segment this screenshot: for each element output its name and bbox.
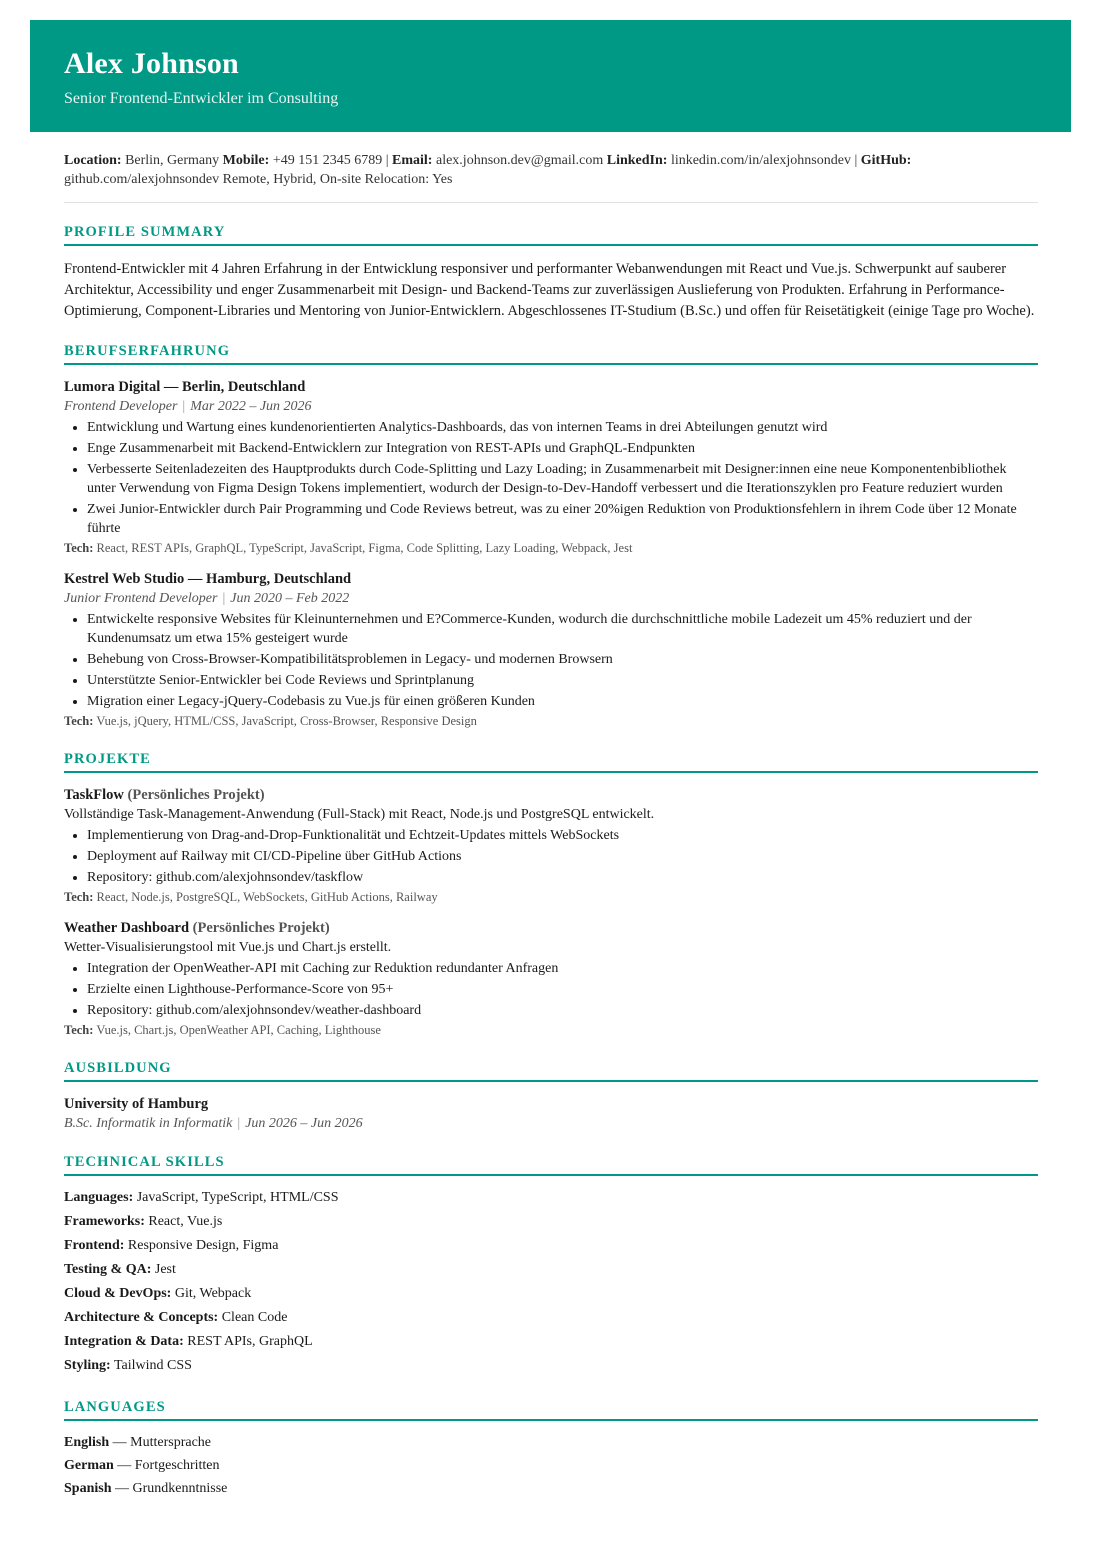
tech-label: Tech: <box>64 890 94 904</box>
degree-dates <box>64 1114 1038 1133</box>
contact-separator: | <box>854 153 858 168</box>
language-row <box>64 1431 1038 1454</box>
job-dates: Jun 2020 – Feb 2022 <box>230 591 350 606</box>
list-item: • Implementierung von Drag-and-Drop-Funktionalität und Echtzeit-Updates mittels WebSockets <box>87 826 1038 845</box>
skill-value: Tailwind CSS <box>113 1358 192 1373</box>
linkedin-label: LinkedIn: <box>606 153 668 168</box>
job-tech <box>64 713 1038 730</box>
job-heading: Kestrel Web Studio — Hamburg, Deutschland <box>64 571 352 587</box>
project-entry <box>64 919 1038 1039</box>
job-heading: Lumora Digital — Berlin, Deutschland <box>64 379 306 395</box>
degree-date-separator: | <box>237 1116 241 1131</box>
school-name: University of Hamburg <box>64 1096 209 1112</box>
section-title-profile: PROFILE SUMMARY <box>64 224 1038 246</box>
language-row <box>64 1477 1038 1500</box>
skill-label: Architecture & Concepts: <box>64 1310 219 1325</box>
language-level: Muttersprache <box>130 1435 211 1450</box>
tech-label: Tech: <box>64 541 94 555</box>
skill-row <box>64 1282 1038 1306</box>
skill-label: Testing & QA: <box>64 1262 152 1277</box>
list-item: • Deployment auf Railway mit CI/CD-Pipeline über GitHub Actions <box>87 847 1038 866</box>
language-name: English <box>64 1435 110 1450</box>
skill-label: Frontend: <box>64 1238 125 1253</box>
skill-value: Responsive Design, Figma <box>127 1238 279 1253</box>
project-bullets <box>64 959 1038 1020</box>
project-description: Wetter-Visualisierungstool mit Vue.js und Chart.js erstellt. <box>64 940 392 955</box>
job-role-dates <box>64 397 1038 416</box>
skill-label: Integration & Data: <box>64 1334 184 1349</box>
list-item: • Repository: github.com/alexjohnsondev/weather-dashboard <box>87 1001 1038 1020</box>
skill-label: Frameworks: <box>64 1214 145 1229</box>
list-item: • Enge Zusammenarbeit mit Backend-Entwicklern zur Integration von REST-APIs und GraphQL-Endpunkten <box>87 439 1038 458</box>
skill-value: Git, Webpack <box>174 1286 252 1301</box>
resume-header <box>30 20 1071 132</box>
list-item: • Erzielte einen Lighthouse-Performance-Score von 95+ <box>87 980 1038 999</box>
candidate-name: Alex Johnson <box>64 47 239 80</box>
skill-row <box>64 1258 1038 1282</box>
candidate-subtitle: Senior Frontend-Entwickler im Consulting <box>64 90 339 107</box>
contact-info <box>64 151 1038 203</box>
list-item: • Entwickelte responsive Websites für Kleinunternehmen und E?Commerce-Kunden, wodurch die durchschnittliche mobile Ladezeit um 45% reduziert und der Kundenumsatz um etwa 15% gesteigert wurde <box>87 610 1038 648</box>
skill-value: React, Vue.js <box>148 1214 223 1229</box>
list-item: • Migration einer Legacy-jQuery-Codebasis zu Vue.js für einen größeren Kunden <box>87 692 1038 711</box>
skill-label: Styling: <box>64 1358 111 1373</box>
job-tech <box>64 540 1038 557</box>
job-bullets <box>64 610 1038 711</box>
language-name: Spanish <box>64 1481 112 1496</box>
project-name: TaskFlow <box>64 787 124 803</box>
project-bullets <box>64 826 1038 887</box>
email-value[interactable]: alex.johnson.dev@gmail.com <box>435 153 604 168</box>
skill-row <box>64 1306 1038 1330</box>
profile-summary-text: Frontend-Entwickler mit 4 Jahren Erfahrung in der Entwicklung responsiver und performanter Webanwendungen mit React und Vue.js. Schwerpunkt auf sauberer Architektur, Accessibility und enger Zusammenarbeit mit Design- und Backend-Teams zur zuverlässigen Auslieferung von Produkten. Erfahrung in Performance-Optimierung, Component-Libraries und Mentoring von Junior-Entwicklern. Abgeschlossenes IT-Studium (B.Sc.) und offen für Reisetätigkeit (einige Tage pro Woche). <box>64 261 1035 319</box>
project-description: Vollständige Task-Management-Anwendung (Full-Stack) mit React, Node.js und PostgreSQL entwickelt. <box>64 807 655 822</box>
language-dash: — <box>114 1481 129 1496</box>
list-item: • Unterstützte Senior-Entwickler bei Code Reviews und Sprintplanung <box>87 671 1038 690</box>
project-tech <box>64 889 1038 906</box>
list-item: • Behebung von Cross-Browser-Kompatibilitätsproblemen in Legacy- und modernen Browsern <box>87 650 1038 669</box>
skill-value: REST APIs, GraphQL <box>187 1334 313 1349</box>
email-label: Email: <box>392 153 433 168</box>
list-item: • Integration der OpenWeather-API mit Caching zur Reduktion redundanter Anfragen <box>87 959 1038 978</box>
list-item: • Repository: github.com/alexjohnsondev/taskflow <box>87 868 1038 887</box>
skills-list <box>64 1186 1038 1378</box>
skill-value: Clean Code <box>221 1310 288 1325</box>
job-role-dates <box>64 589 1038 608</box>
languages-list <box>64 1431 1038 1500</box>
github-label: GitHub: <box>860 153 912 168</box>
list-item: • Verbesserte Seitenladezeiten des Hauptprodukts durch Code-Splitting und Lazy Loading; in Zusammenarbeit mit Designer:innen eine neue Komponentenbibliothek unter Verwendung von Figma Design Tokens implementiert, wodurch der Design-to-Dev-Handoff verbessert und die Iterationszyklen pro Feature reduziert wurden <box>87 460 1038 498</box>
skill-row <box>64 1330 1038 1354</box>
language-dash: — <box>112 1435 127 1450</box>
skill-label: Cloud & DevOps: <box>64 1286 172 1301</box>
project-heading <box>64 919 1038 938</box>
tech-value: React, Node.js, PostgreSQL, WebSockets, GitHub Actions, Railway <box>96 890 438 904</box>
role-date-separator: | <box>222 591 226 606</box>
skill-row <box>64 1234 1038 1258</box>
degree: B.Sc. Informatik in Informatik <box>64 1116 233 1131</box>
linkedin-value[interactable]: linkedin.com/in/alexjohnsondev <box>670 153 851 168</box>
language-row <box>64 1454 1038 1477</box>
language-level: Grundkenntnisse <box>132 1481 228 1496</box>
project-tag: (Persönliches Projekt) <box>127 787 265 803</box>
section-title-projects: PROJEKTE <box>64 751 1038 773</box>
work-mode: Remote, Hybrid, On-site <box>222 172 362 187</box>
project-tech <box>64 1022 1038 1039</box>
project-name: Weather Dashboard <box>64 920 190 936</box>
project-entry <box>64 786 1038 906</box>
job-role: Frontend Developer <box>64 399 178 414</box>
location-value: Berlin, Germany <box>125 153 220 168</box>
tech-value: Vue.js, Chart.js, OpenWeather API, Caching, Lighthouse <box>96 1023 381 1037</box>
language-name: German <box>64 1458 114 1473</box>
section-title-skills: TECHNICAL SKILLS <box>64 1154 1038 1176</box>
job-entry <box>64 570 1038 730</box>
tech-label: Tech: <box>64 1023 94 1037</box>
section-title-experience: BERUFSERFAHRUNG <box>64 343 1038 365</box>
mobile-label: Mobile: <box>222 153 270 168</box>
skill-row <box>64 1210 1038 1234</box>
job-bullets <box>64 418 1038 538</box>
project-tag: (Persönliches Projekt) <box>192 920 330 936</box>
skill-label: Languages: <box>64 1190 134 1205</box>
education-dates: Jun 2026 – Jun 2026 <box>245 1116 363 1131</box>
list-item: • Zwei Junior-Entwickler durch Pair Programming und Code Reviews betreut, was zu einer 20%igen Reduktion von Produktionsfehlern in ihrem Code über 12 Monate führte <box>87 500 1038 538</box>
skill-row <box>64 1354 1038 1378</box>
job-entry <box>64 378 1038 557</box>
contact-separator: | <box>385 153 389 168</box>
skill-value: Jest <box>154 1262 176 1277</box>
project-heading <box>64 786 1038 805</box>
tech-value: Vue.js, jQuery, HTML/CSS, JavaScript, Cross-Browser, Responsive Design <box>96 714 477 728</box>
role-date-separator: | <box>182 399 186 414</box>
skill-value: JavaScript, TypeScript, HTML/CSS <box>136 1190 339 1205</box>
skill-row <box>64 1186 1038 1210</box>
list-item: • Entwicklung und Wartung eines kundenorientierten Analytics-Dashboards, das von internen Teams in drei Abteilungen genutzt wird <box>87 418 1038 437</box>
language-level: Fortgeschritten <box>134 1458 220 1473</box>
job-dates: Mar 2022 – Jun 2026 <box>190 399 312 414</box>
mobile-value: +49 151 2345 6789 <box>272 153 383 168</box>
relocation: Relocation: Yes <box>364 172 453 187</box>
education-entry <box>64 1095 1038 1133</box>
github-value[interactable]: github.com/alexjohnsondev <box>64 172 220 187</box>
resume-content <box>64 151 1038 1500</box>
section-title-education: AUSBILDUNG <box>64 1060 1038 1082</box>
language-dash: — <box>117 1458 132 1473</box>
job-role: Junior Frontend Developer <box>64 591 218 606</box>
tech-value: React, REST APIs, GraphQL, TypeScript, JavaScript, Figma, Code Splitting, Lazy Loading, Webpack, Jest <box>96 541 633 555</box>
location-label: Location: <box>64 153 122 168</box>
tech-label: Tech: <box>64 714 94 728</box>
section-title-languages: LANGUAGES <box>64 1399 1038 1421</box>
